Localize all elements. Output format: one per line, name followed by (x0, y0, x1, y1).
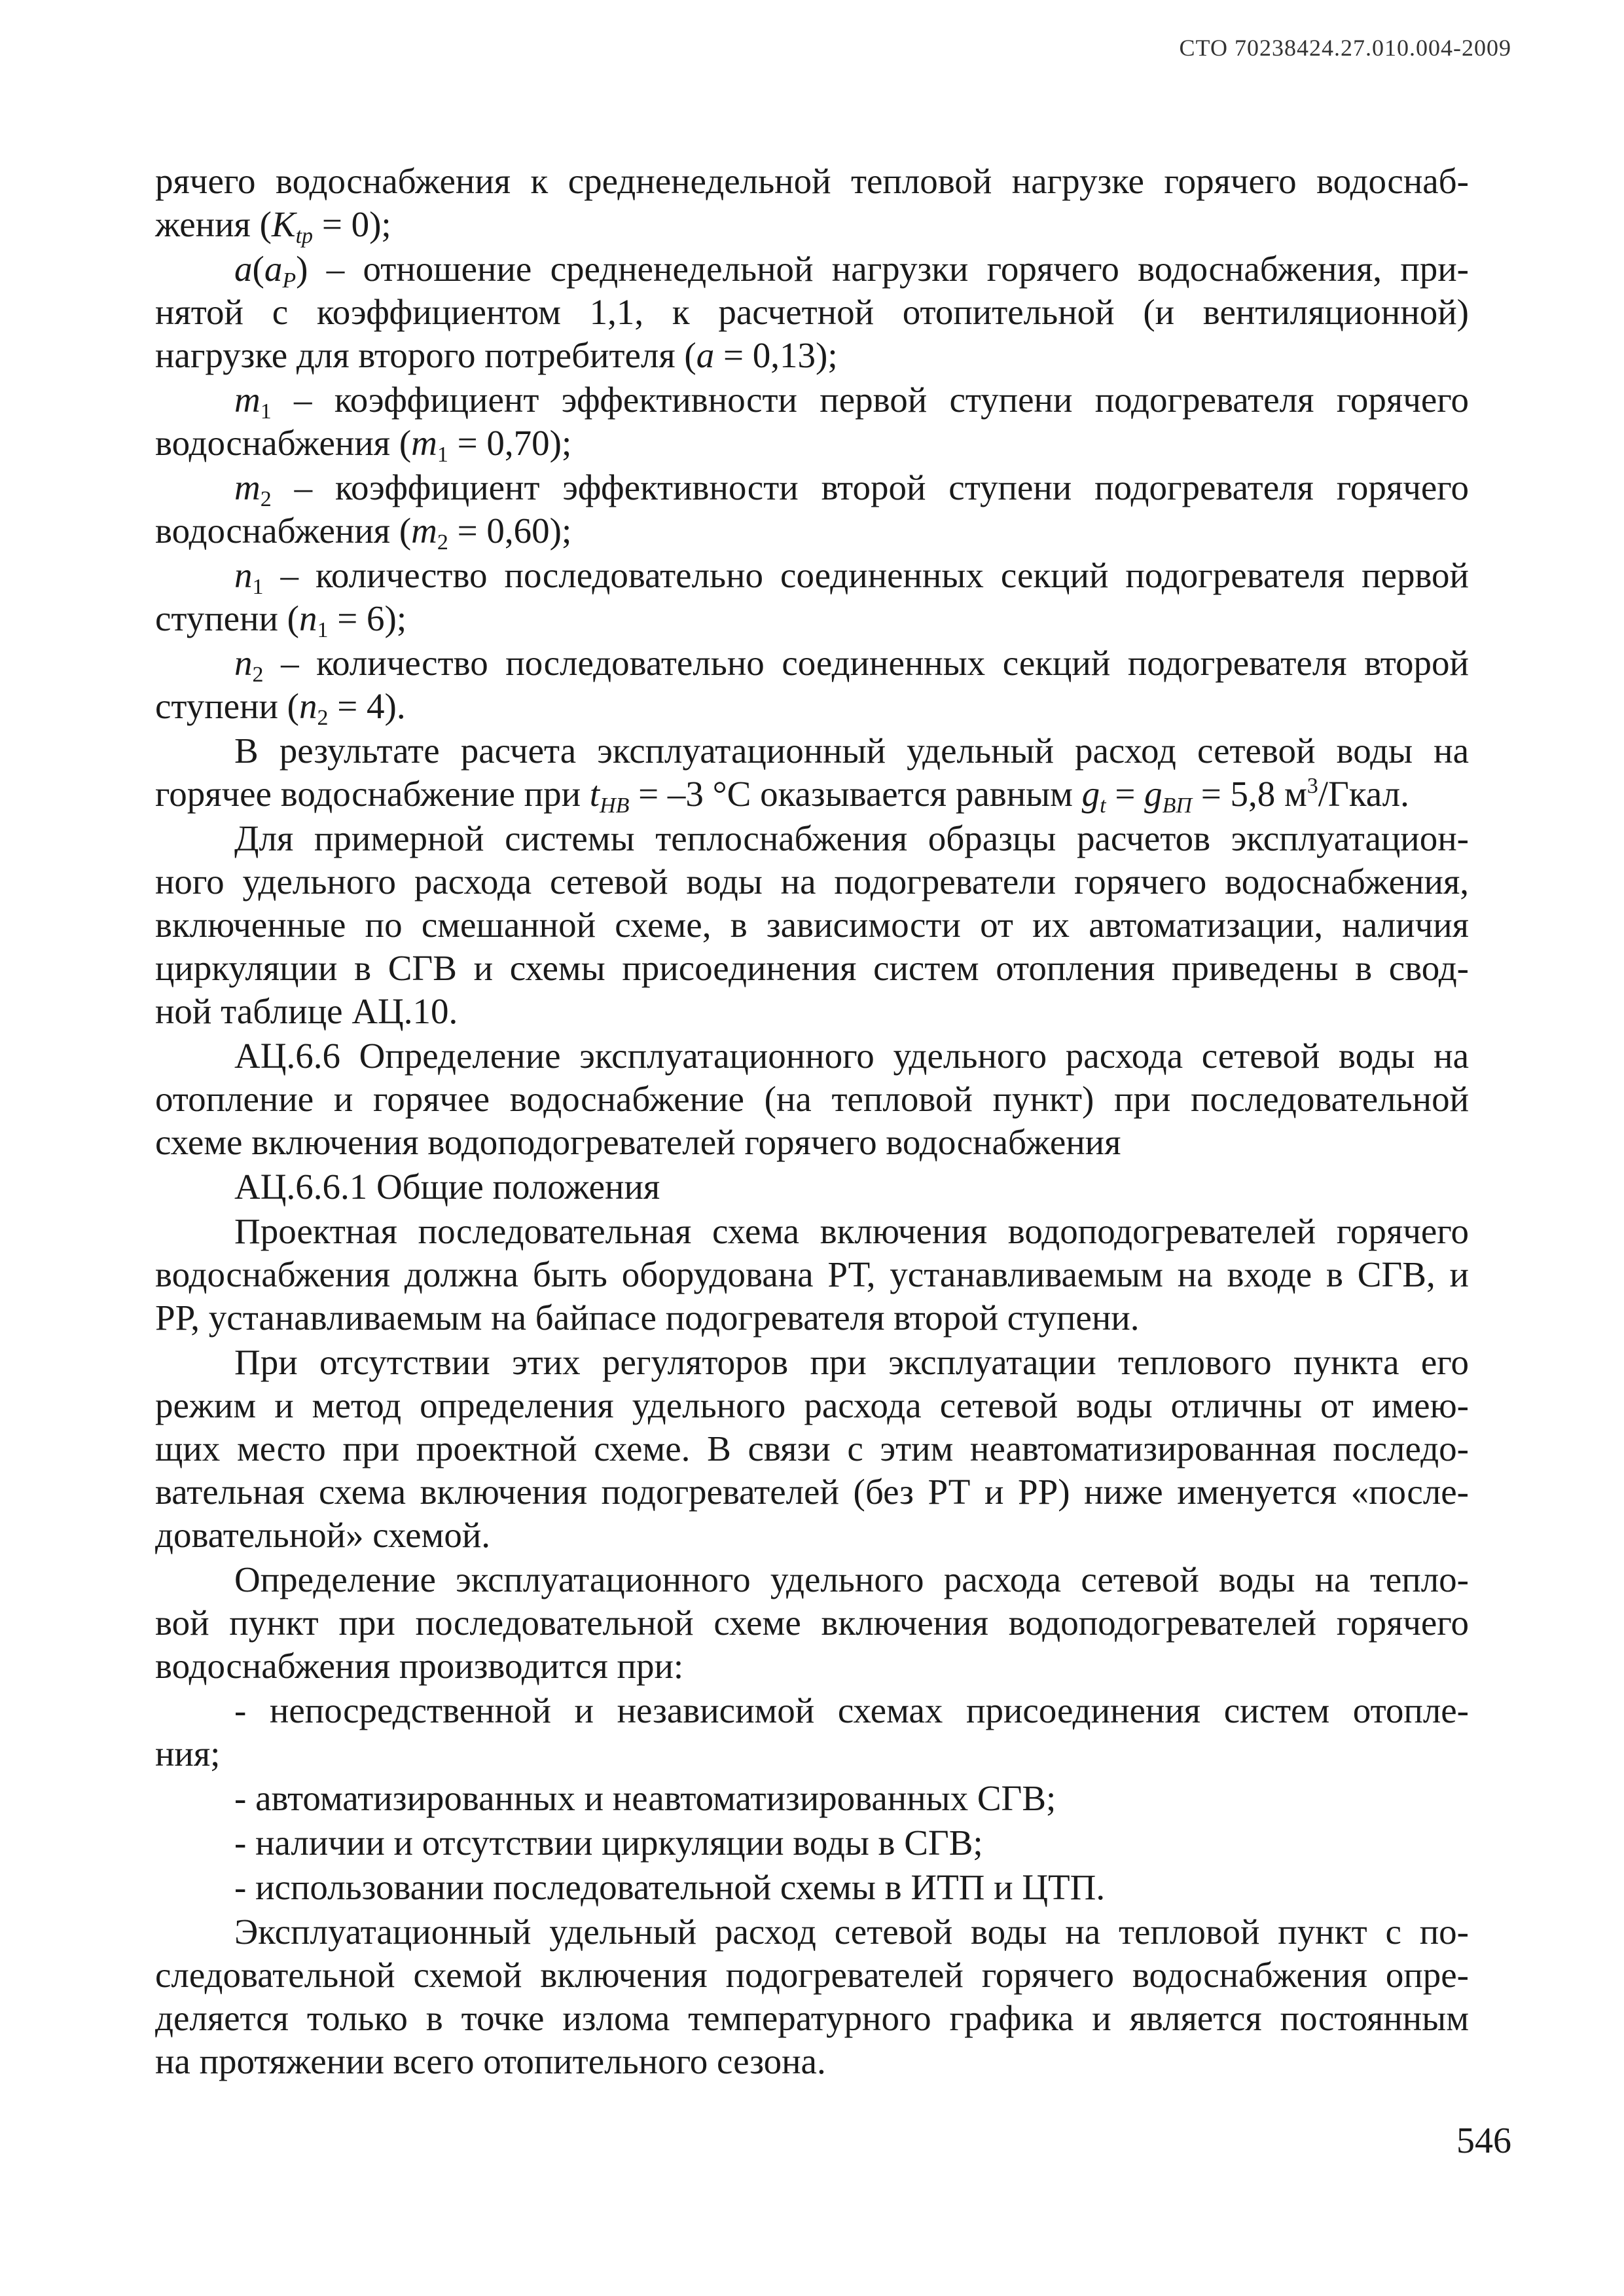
text-line: включенные по смешанной схеме, в зависимости от их автоматизации, наличия (155, 905, 1469, 945)
text-line: $m_2$ – коэффициент эффективности второй ступени подогревателя горячего (234, 467, 1469, 511)
text-line: В результате расчета эксплуатационный удельный расход сетевой воды на (234, 731, 1469, 771)
text-line: деляется только в точке излома температурного графика и является постоянным (155, 1998, 1469, 2038)
text-line: При отсутствии этих регуляторов при эксплуатации теплового пункта его (234, 1342, 1469, 1382)
text-line: водоснабжения $(m_2 = 0,60)$; (155, 511, 572, 555)
list-item: - непосредственной и независимой схемах присоединения систем отопле- (234, 1690, 1469, 1730)
text-line: ступени $(n_2 = 4)$. (155, 686, 406, 730)
text-line: Эксплуатационный удельный расход сетевой воды на тепловой пункт с по- (234, 1912, 1469, 1952)
text-line: ного удельного расхода сетевой воды на подогреватели горячего водоснабжения, (155, 862, 1469, 902)
text-line: $n_2$ – количество последовательно соединенных секций подогревателя второй (234, 643, 1469, 687)
text-line: следовательной схемой включения подогревателей горячего водоснабжения опре- (155, 1955, 1469, 1995)
text-line: Проектная последовательная схема включения водоподогревателей горячего (234, 1211, 1469, 1251)
section-heading: АЦ.6.6 Определение эксплуатационного удельного расхода сетевой воды на (234, 1036, 1469, 1076)
text-line: циркуляции в СГВ и схемы присоединения систем отопления приведены в свод- (155, 948, 1469, 988)
text-line: горячее водоснабжение при $t_{НВ} = -3$ °С оказывается равным $g_t = g_{ВП} = 5,8$ $м^3$/Гкал. (155, 774, 1409, 818)
text-line: водоснабжения должна быть оборудована РТ, устанавливаемым на входе в СГВ, и (155, 1254, 1469, 1294)
text-line: режим и метод определения удельного расхода сетевой воды отличны от имею- (155, 1385, 1469, 1425)
text-line: рячего водоснабжения к средненедельной тепловой нагрузке горячего водоснаб- (155, 161, 1469, 201)
list-item: - наличии и отсутствии циркуляции воды в СГВ; (234, 1823, 983, 1863)
text-line: вательная схема включения подогревателей (без РТ и РР) ниже именуется «после- (155, 1472, 1469, 1512)
text-line: ступени $(n_1 = 6)$; (155, 598, 407, 642)
list-item: - автоматизированных и неавтоматизированных СГВ; (234, 1778, 1056, 1818)
subsection-heading: АЦ.6.6.1 Общие положения (234, 1167, 660, 1207)
text-line: вой пункт при последовательной схеме включения водоподогревателей горячего (155, 1603, 1469, 1643)
text-line: Для примерной системы теплоснабжения образцы расчетов эксплуатацион- (234, 818, 1469, 858)
text-line: жения $(K_{tp} = 0)$; (155, 204, 391, 248)
text-line: щих место при проектной схеме. В связи с этим неавтоматизированная последо- (155, 1429, 1469, 1468)
text-line: $m_1$ – коэффициент эффективности первой ступени подогревателя горячего (234, 380, 1469, 424)
list-item-continuation: ния; (155, 1734, 221, 1774)
text-line: на протяжении всего отопительного сезона. (155, 2041, 826, 2081)
text-line: довательной» схемой. (155, 1515, 491, 1555)
text-line: нятой с коэффициентом 1,1, к расчетной отопительной (и вентиляционной) (155, 292, 1469, 332)
text-line: РР, устанавливаемым на байпасе подогревателя второй ступени. (155, 1298, 1140, 1338)
page-number: 546 (1456, 2121, 1511, 2161)
text-line: $a(a_Р)$ – отношение средненедельной нагрузки горячего водоснабжения, при- (234, 249, 1469, 293)
section-heading: отопление и горячее водоснабжение (на тепловой пункт) при последовательной (155, 1079, 1469, 1119)
document-code-header: СТО 70238424.27.010.004-2009 (1179, 35, 1511, 61)
text-line: $n_1$ – количество последовательно соединенных секций подогревателя первой (234, 555, 1469, 599)
text-line: водоснабжения $(m_1 = 0,70)$; (155, 423, 572, 467)
section-heading: схеме включения водоподогревателей горячего водоснабжения (155, 1122, 1121, 1162)
text-line: Определение эксплуатационного удельного расхода сетевой воды на тепло- (234, 1559, 1469, 1599)
text-line: ной таблице АЦ.10. (155, 991, 458, 1031)
list-item: - использовании последовательной схемы в ИТП и ЦТП. (234, 1867, 1106, 1907)
text-line: нагрузке для второго потребителя (a = 0,13); (155, 335, 838, 375)
text-line: водоснабжения производится при: (155, 1646, 684, 1686)
